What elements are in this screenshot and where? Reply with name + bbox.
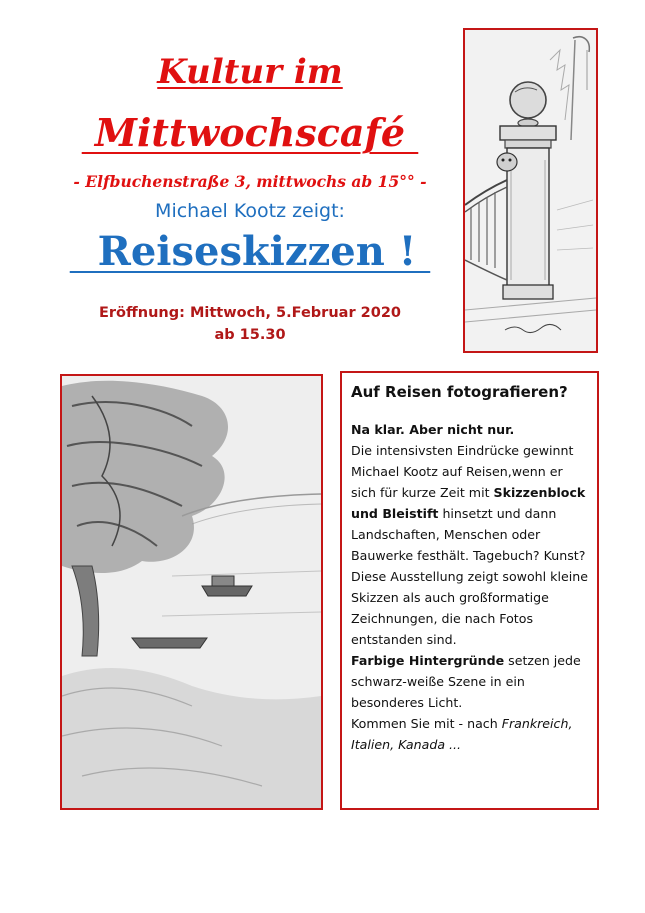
box-body xyxy=(351,419,589,755)
title-line-1: Kultur im xyxy=(157,52,343,92)
opening-time: ab 15.30 xyxy=(214,327,286,343)
box-text-p3-italic: Frankreich, Italien, Kanada ... xyxy=(351,716,573,752)
title-line-2: Mittwochscafé xyxy=(81,110,419,155)
box-text-p3a: Kommen Sie mit - nach xyxy=(351,716,502,731)
exhibition-title: Reiseskizzen ! xyxy=(69,228,431,275)
box-heading: Auf Reisen fotografieren? xyxy=(351,383,568,401)
box-intro: Na klar. Aber nicht nur. xyxy=(351,422,515,437)
opening-info xyxy=(40,302,460,346)
box-text-p1a: Die intensivsten Eindrücke gewinnt Michael Kootz auf Reisen,wenn er sich für kurze Zeit mit xyxy=(351,443,574,500)
address-line: - Elfbuchenstraße 3, mittwochs ab 15°° - xyxy=(73,172,427,191)
box-text-p1b: hinsetzt und dann Landschaften, Menschen oder Bauwerke festhält. Tagebuch? Kunst? Diese Ausstellung zeigt sowohl kleine Skizzen als auch großformatige Zeichnungen, die nach Fotos entstanden sind. xyxy=(351,506,588,647)
box-text-p2a: setzen jede schwarz-weiße Szene in ein besonderes Licht. xyxy=(351,653,581,710)
bridge-pillar-sketch-icon xyxy=(465,30,596,351)
top-sketch-image xyxy=(463,28,598,353)
opening-date: Eröffnung: Mittwoch, 5.Februar 2020 xyxy=(99,305,401,321)
main-sketch-image xyxy=(60,374,323,810)
description-box xyxy=(340,371,599,810)
box-text-p1-bold: Skizzenblock und Bleistift xyxy=(351,485,586,521)
box-text-p2-bold: Farbige Hintergründe xyxy=(351,653,505,668)
river-tree-sketch-icon xyxy=(62,376,321,808)
presenter-line: Michael Kootz zeigt: xyxy=(155,200,345,222)
